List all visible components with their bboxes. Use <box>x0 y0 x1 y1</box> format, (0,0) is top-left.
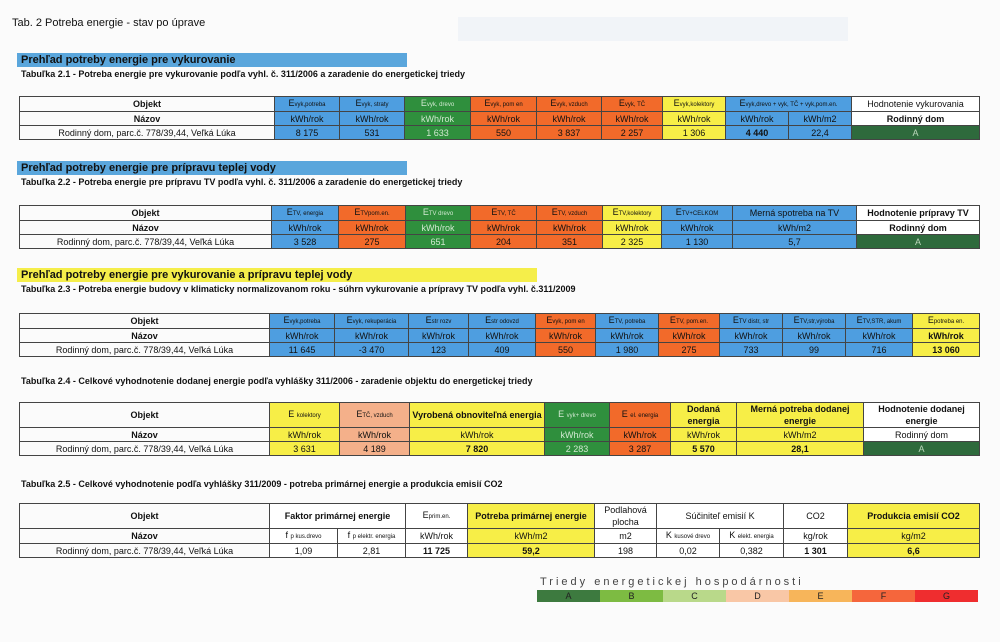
cell: 28,1 <box>737 442 864 456</box>
cell: 2,81 <box>338 544 406 558</box>
unit: kWh/rok <box>720 329 783 343</box>
unit: kWh/rok <box>275 112 340 126</box>
unit: kWh/rok <box>846 329 913 343</box>
legend-class-g: G <box>915 590 978 602</box>
hdr-prod: Produkcia emisií CO2 <box>848 504 980 529</box>
hdr-k-elekt: K elekt. energia <box>720 529 784 544</box>
hdr-spec-tv: Merná spotreba na TV <box>733 206 857 221</box>
hdr-delivered: Dodaná energia <box>671 403 737 428</box>
cell: 11 645 <box>270 343 335 357</box>
hdr-e-tv-vzduch: ETV, vzduch <box>537 206 603 221</box>
unit: kWh/rok <box>537 221 603 235</box>
cell: 3 631 <box>270 442 340 456</box>
cell: 1 130 <box>662 235 733 249</box>
cell: 8 175 <box>275 126 340 140</box>
unit: kWh/rok <box>409 329 469 343</box>
cell: 1 633 <box>405 126 471 140</box>
table-2-2 <box>19 205 980 249</box>
unit: kWh/rok <box>340 428 410 442</box>
hdr-e-tv-drevo: ETV drevo <box>406 206 471 221</box>
unit: kWh/rok <box>545 428 610 442</box>
hdr-e-potreba-en: Epotreba en. <box>913 314 980 329</box>
subtitle-2-1: Tabuľka 2.1 - Potreba energie pre vykurovanie podľa vyhl. č. 311/2006 a zaradenie do energetickej triedy <box>21 69 465 79</box>
row-house: Rodinný dom, parc.č. 778/39,44, Veľká Lúka <box>20 235 272 249</box>
unit: kWh/rok <box>536 329 596 343</box>
cell: 123 <box>409 343 469 357</box>
cell: 4 440 <box>726 126 789 140</box>
cell: 6,6 <box>848 544 980 558</box>
cell: 1 301 <box>784 544 848 558</box>
cell: 275 <box>339 235 406 249</box>
cell: 3 528 <box>272 235 339 249</box>
hdr-e-vyk-tc: Evyk, TČ <box>602 97 663 112</box>
subtitle-2-2: Tabuľka 2.2 - Potreba energie pre prípravu TV podľa vyhl. č. 311/2006 a zaradenie do energetickej triedy <box>21 177 463 187</box>
hdr-e-vyk-pom-en: Evyk, pom en <box>536 314 596 329</box>
cell: 7 820 <box>410 442 545 456</box>
hdr-co2: CO2 <box>784 504 848 529</box>
energy-class-legend <box>537 576 978 602</box>
row-house: Rodinný dom, parc.č. 778/39,44, Veľká Lúka <box>20 442 270 456</box>
unit: kWh/m2 <box>789 112 852 126</box>
hdr-f-elektr: f p elektr. energia <box>338 529 406 544</box>
cell: 5,7 <box>733 235 857 249</box>
cell: 5 570 <box>671 442 737 456</box>
row-house: Rodinný dom, parc.č. 778/39,44, Veľká Lúka <box>20 544 270 558</box>
hdr-objekt: Objekt <box>20 504 270 529</box>
unit: kWh/rok <box>913 329 980 343</box>
hdr-nazov: Názov <box>20 329 270 343</box>
row-house: Rodinný dom, parc.č. 778/39,44, Veľká Lúka <box>20 343 270 357</box>
hdr-e-tv-vyroba: ETV,str,výroba <box>783 314 846 329</box>
cell: 716 <box>846 343 913 357</box>
cell: 531 <box>340 126 405 140</box>
hdr-objekt: Objekt <box>20 403 270 428</box>
hdr-nazov: Názov <box>20 529 270 544</box>
unit: kWh/rok <box>596 329 659 343</box>
row-house: Rodinný dom, parc.č. 778/39,44, Veľká Lúka <box>20 126 275 140</box>
unit: kWh/m2 <box>468 529 595 544</box>
cell: 13 060 <box>913 343 980 357</box>
scan-artifact <box>458 17 848 41</box>
cell: 1 306 <box>663 126 726 140</box>
legend-class-e: E <box>789 590 852 602</box>
rating-sub: Rodinný dom <box>852 112 980 126</box>
hdr-e-tv-potreba: ETV, potreba <box>596 314 659 329</box>
cell: 2 283 <box>545 442 610 456</box>
hdr-e-tv-energia: ETV, energia <box>272 206 339 221</box>
unit: kWh/rok <box>659 329 720 343</box>
hdr-e-vyk-vzduch: Evyk, vzduch <box>537 97 602 112</box>
cell: -3 470 <box>335 343 409 357</box>
hdr-renewable: Vyrobená obnoviteľná energia <box>410 403 545 428</box>
unit: kWh/rok <box>340 112 405 126</box>
hdr-e-vyk-pom-en: Evyk, pom en <box>471 97 537 112</box>
hdr-e-vyk-drevo: E vyk+ drevo <box>545 403 610 428</box>
unit: kWh/rok <box>471 221 537 235</box>
unit: kWh/rok <box>410 428 545 442</box>
table-2-3 <box>19 313 980 357</box>
unit: kWh/rok <box>270 428 340 442</box>
unit: kWh/rok <box>406 221 471 235</box>
unit: kWh/rok <box>602 112 663 126</box>
cell: 0,02 <box>657 544 720 558</box>
rating-badge: A <box>864 442 980 456</box>
hdr-rating: Hodnotenie prípravy TV <box>857 206 980 221</box>
cell: 3 837 <box>537 126 602 140</box>
cell: 2 257 <box>602 126 663 140</box>
cell: 1,09 <box>270 544 338 558</box>
hdr-e-tv-pom-en: ETVpom.en. <box>339 206 406 221</box>
hdr-e-vyk-potreba: Evyk,potreba <box>270 314 335 329</box>
hdr-e-tv-pom-en: ETV, pom.en. <box>659 314 720 329</box>
unit: kWh/rok <box>603 221 662 235</box>
cell: 11 725 <box>406 544 468 558</box>
unit: kWh/rok <box>662 221 733 235</box>
cell: 550 <box>536 343 596 357</box>
hdr-e-tv-celkom: ETV+CELKOM <box>662 206 733 221</box>
table-2-4 <box>19 402 980 456</box>
cell: 651 <box>406 235 471 249</box>
unit: kWh/rok <box>272 221 339 235</box>
subtitle-2-3: Tabuľka 2.3 - Potreba energie budovy v klimaticky normalizovanom roku - súhrn vykurovanie a prípravy TV podľa vyhl. č.311/2009 <box>21 284 576 294</box>
hdr-e-vyk-kolektory: Evyk,kolektory <box>663 97 726 112</box>
cell: 1 980 <box>596 343 659 357</box>
hdr-f-kus-drevo: f p kus.drevo <box>270 529 338 544</box>
hdr-primary: Potreba primárnej energie <box>468 504 595 529</box>
unit: kWh/rok <box>270 329 335 343</box>
unit: kWh/rok <box>469 329 536 343</box>
hdr-nazov: Názov <box>20 221 272 235</box>
unit: kWh/rok <box>610 428 671 442</box>
unit: kWh/rok <box>783 329 846 343</box>
hdr-e-tv-akum: ETV,STR, akum <box>846 314 913 329</box>
cell: 99 <box>783 343 846 357</box>
hdr-e-tv-kolektory: ETV,kolektory <box>603 206 662 221</box>
hdr-e-vyk-total: Evyk,drevo + vyk, TČ + vyk,pom.en. <box>726 97 852 112</box>
cell: 409 <box>469 343 536 357</box>
unit: kWh/rok <box>339 221 406 235</box>
cell: 204 <box>471 235 537 249</box>
hdr-spec-delivered: Merná potreba dodanej energie <box>737 403 864 428</box>
hdr-emis: Súčiniteľ emisií K <box>657 504 784 529</box>
table-2-5 <box>19 503 980 558</box>
rating-badge: A <box>857 235 980 249</box>
cell: 2 325 <box>603 235 662 249</box>
hdr-e-vyk-rekuperacia: Evyk, rekuperácia <box>335 314 409 329</box>
hdr-e-str-odovzd: Estr odovzd <box>469 314 536 329</box>
legend-row <box>537 590 978 602</box>
unit: kWh/rok <box>335 329 409 343</box>
hdr-e-tv-tc: ETV, TČ <box>471 206 537 221</box>
unit: kg/rok <box>784 529 848 544</box>
hdr-objekt: Objekt <box>20 206 272 221</box>
unit: kWh/rok <box>471 112 537 126</box>
legend-class-d: D <box>726 590 789 602</box>
section-bar-hot-water: Prehľad potreby energie pre prípravu teplej vody <box>17 161 407 175</box>
hdr-k-drevo: K kusové drevo <box>657 529 720 544</box>
unit: m2 <box>595 529 657 544</box>
cell: 0,382 <box>720 544 784 558</box>
hdr-e-el-energia: E el. energia <box>610 403 671 428</box>
unit: kg/m2 <box>848 529 980 544</box>
unit: kWh/rok <box>405 112 471 126</box>
hdr-e-vyk-straty: Evyk, straty <box>340 97 405 112</box>
unit: kWh/rok <box>671 428 737 442</box>
rating-badge: A <box>852 126 980 140</box>
hdr-e-str-rozv: Estr rozv <box>409 314 469 329</box>
rating-sub: Rodinný dom <box>864 428 980 442</box>
cell: 3 287 <box>610 442 671 456</box>
legend-class-c: C <box>663 590 726 602</box>
unit: kWh/rok <box>406 529 468 544</box>
cell: 275 <box>659 343 720 357</box>
section-bar-combined: Prehľad potreby energie pre vykurovanie a prípravu teplej vody <box>17 268 537 282</box>
hdr-area: Podlahová plocha <box>595 504 657 529</box>
legend-class-b: B <box>600 590 663 602</box>
subtitle-2-4: Tabuľka 2.4 - Celkové vyhodnotenie dodanej energie podľa vyhlášky 311/2006 - zaradenie objektu do energetickej triedy <box>21 376 533 386</box>
unit: kWh/rok <box>663 112 726 126</box>
cell: 733 <box>720 343 783 357</box>
subtitle-2-5: Tabuľka 2.5 - Celkové vyhodnotenie podľa vyhlášky 311/2009 - potreba primárnej energie a produkcia emisií CO2 <box>21 479 503 489</box>
unit: kWh/rok <box>537 112 602 126</box>
hdr-e-tc-vzduch: ETČ, vzduch <box>340 403 410 428</box>
hdr-nazov: Názov <box>20 428 270 442</box>
hdr-e-tv-distr: ETV distr, str <box>720 314 783 329</box>
hdr-e-vyk-potreba: Evyk,potreba <box>275 97 340 112</box>
rating-sub: Rodinný dom <box>857 221 980 235</box>
legend-class-f: F <box>852 590 915 602</box>
cell: 198 <box>595 544 657 558</box>
hdr-e-kolektory: E kolektory <box>270 403 340 428</box>
cell: 4 189 <box>340 442 410 456</box>
hdr-e-prim: Eprim.en. <box>406 504 468 529</box>
unit: kWh/m2 <box>737 428 864 442</box>
cell: 351 <box>537 235 603 249</box>
section-bar-heating: Prehľad potreby energie pre vykurovanie <box>17 53 407 67</box>
cell: 22,4 <box>789 126 852 140</box>
hdr-rating: Hodnotenie vykurovania <box>852 97 980 112</box>
hdr-e-vyk-drevo: Evyk, drevo <box>405 97 471 112</box>
table-2-1 <box>19 96 980 140</box>
hdr-objekt: Objekt <box>20 314 270 329</box>
unit: kWh/m2 <box>733 221 857 235</box>
unit: kWh/rok <box>726 112 789 126</box>
hdr-objekt: Objekt <box>20 97 275 112</box>
hdr-factor: Faktor primárnej energie <box>270 504 406 529</box>
cell: 550 <box>471 126 537 140</box>
hdr-nazov: Názov <box>20 112 275 126</box>
doc-title: Tab. 2 Potreba energie - stav po úprave <box>12 17 206 29</box>
hdr-rating: Hodnotenie dodanej energie <box>864 403 980 428</box>
cell: 59,2 <box>468 544 595 558</box>
legend-title: Triedy energetickej hospodárnosti <box>540 576 804 588</box>
legend-class-a: A <box>537 590 600 602</box>
